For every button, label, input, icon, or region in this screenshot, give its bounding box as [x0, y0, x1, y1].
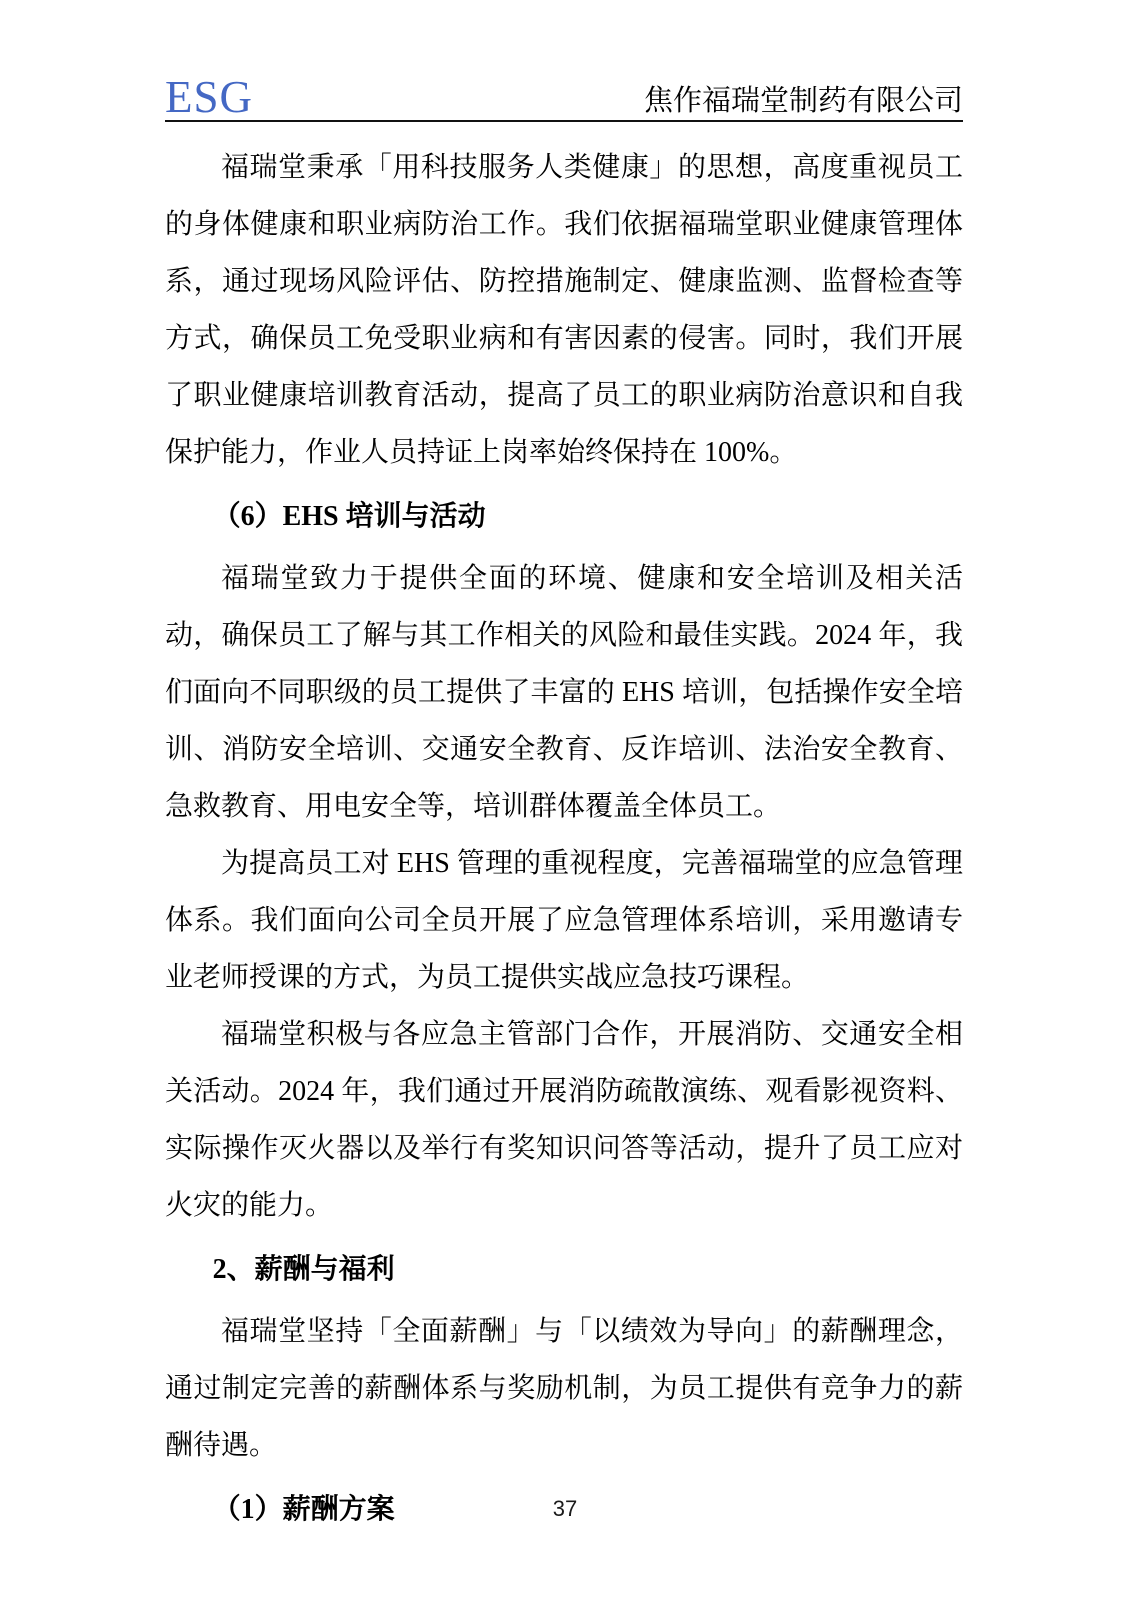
paragraph-ehs-training-overview: 福瑞堂致力于提供全面的环境、健康和安全培训及相关活动，确保员工了解与其工作相关的风险和最佳实践。2024 年，我们面向不同职级的员工提供了丰富的 EHS 培训，包括操作安全培训、消防安全培训、交通安全教育、反诈培训、法治安全教育、急救教育、用电安全等，培训群体覆盖全体员工。 — [165, 562, 963, 822]
paragraph-emergency-management: 为提高员工对 EHS 管理的重视程度，完善福瑞堂的应急管理体系。我们面向公司全员开展了应急管理体系培训，采用邀请专业老师授课的方式，为员工提供实战应急技巧课程。 — [165, 847, 963, 993]
heading-compensation-plan: （1）薪酬方案 — [212, 1493, 395, 1525]
paragraph-fire-safety-activities: 福瑞堂积极与各应急主管部门合作，开展消防、交通安全相关活动。2024 年，我们通过开展消防疏散演练、观看影视资料、实际操作灭火器以及举行有奖知识问答等活动，提升了员工应对火灾的能力。 — [165, 1018, 963, 1221]
esg-logo: ESG — [165, 72, 254, 122]
heading-compensation-benefits: 2、薪酬与福利 — [212, 1253, 395, 1285]
page-header — [165, 72, 963, 122]
paragraph-compensation-philosophy: 福瑞堂坚持「全面薪酬」与「以绩效为导向」的薪酬理念，通过制定完善的薪酬体系与奖励机制，为员工提供有竞争力的薪酬待遇。 — [165, 1315, 963, 1461]
page-footer — [0, 1496, 1130, 1522]
heading-ehs-training: （6）EHS 培训与活动 — [212, 500, 486, 532]
paragraph-occupational-health: 福瑞堂秉承「用科技服务人类健康」的思想，高度重视员工的身体健康和职业病防治工作。我们依据福瑞堂职业健康管理体系，通过现场风险评估、防控措施制定、健康监测、监督检查等方式，确保员工免受职业病和有害因素的侵害。同时，我们开展了职业健康培训教育活动，提高了员工的职业病防治意识和自我保护能力，作业人员持证上岗率始终保持在 100%。 — [165, 151, 963, 468]
document-body — [165, 139, 963, 1539]
page-number: 37 — [552, 1496, 578, 1521]
header-company-name: 焦作福瑞堂制药有限公司 — [643, 85, 963, 118]
